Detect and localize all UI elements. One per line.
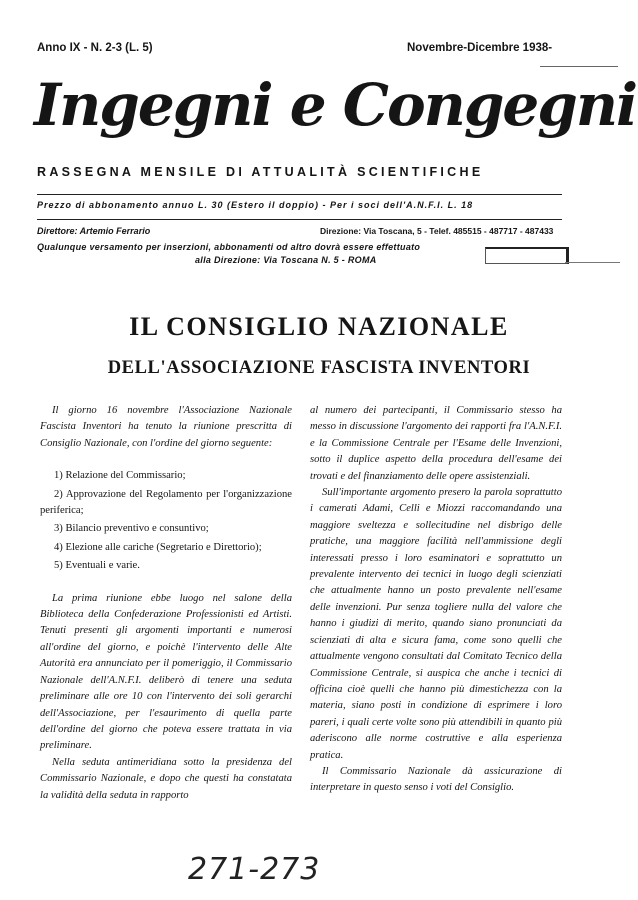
agenda-item: 4) Elezione alle cariche (Segretario e Direttorio); [54,541,262,553]
closing-paragraph: Il Commissario Nazionale dà assicurazione di interpretare in questo senso i voti del Consiglio. [310,765,562,794]
issue-number: Anno IX - N. 2-3 (L. 5) [37,42,153,54]
issue-date: Novembre-Dicembre 1938- [407,42,553,54]
article-column-left [40,403,292,804]
payment-notice-line1: Qualunque versamento per inserzioni, abbonamenti od altro dovrà essere effettuato [37,242,421,252]
intro-paragraph: Il giorno 16 novembre l'Associazione Nazionale Fascista Inventori ha tenuto la riunione prescritta di Consiglio Nazionale, con l'ordine del giorno seguente: [40,405,292,449]
subscription-price: Prezzo di abbonamento annuo L. 30 (Estero il doppio) - Per i soci dell'A.N.F.I. L. 18 [37,200,474,210]
payment-notice-line2: alla Direzione: Via Toscana N. 5 - ROMA [195,255,377,265]
article-heading: IL CONSIGLIO NAZIONALE [129,312,509,341]
handwritten-page-note: 271-273 [188,852,321,887]
agenda-item: 1) Relazione del Commissario; [54,470,186,482]
article-subheading: DELL'ASSOCIAZIONE FASCISTA INVENTORI [107,358,531,378]
article-column-right [310,403,562,797]
agenda-item: 2) Approvazione del Regolamento per l'organizzazione periferica; [40,488,292,517]
discussion-paragraph: Sull'importante argomento presero la parola soprattutto i camerati Adami, Celli e Miozzi raccomandando una maggiore sveltezza e sollecitudine nel disbrigo delle pratiche, una maggiore facilità nell'ammissione degli interessati presso i loro esaminatori e soprattutto un prevalente intervento dei tecnici in luogo degli scienziati che attualmente hanno un posto prevalente nell'esame delle invenzioni. Pur senza togliere nulla del valore che hanno i giudizi di merito, quando siano pronunciati da scienziati di alta e sicura fama, come sono quelli che attualmente vengono consultati dal Comitato Tecnico della Commissione Centrale, si auspica che anche i tecnici di officina cioè quelli che hanno più dimestichezza con la materia, siano posti in condizione di esprimere i loro pareri, i quali certe volte sono più attendibili in quanto più aderiscono alle norme costruttive e alla esperienza pratica. [310,487,562,761]
office-address: Direzione: Via Toscana, 5 - Telef. 485515 - 487717 - 487433 [320,226,554,236]
morning-session-paragraph: Nella seduta antimeridiana sotto la presidenza del Commissario Nazionale, e dopo che questi ha constatata la validità della seduta in rapporto [40,756,292,801]
masthead-title: Ingegni e Congegni [34,71,637,139]
first-meeting-paragraph: La prima riunione ebbe luogo nel salone della Biblioteca della Confederazione Professionisti ed Artisti. Tenuti presenti gli argomenti importanti e numerosi all'ordine del giorno, e poichè l'intervento delle Alte Autorità era annunciato per il pomeriggio, il Commissario Nazionale dell'A.N.F.I. deliberò di tenere una seduta preliminare alle ore 10 con l'intervento dei soli gerarchi dell'Associazione, per l'esaurimento di quella parte dell'ordine del giorno che poteva essere trattata in via preliminare. [40,592,292,752]
stamp-mark [485,247,569,264]
header-rule-bottom [37,219,562,220]
agenda-item: 5) Eventuali e varie. [54,560,140,572]
agenda-item: 3) Bilancio preventivo e consuntivo; [54,523,209,535]
date-underline [540,66,618,67]
commission-paragraph: al numero dei partecipanti, il Commissario stesso ha messo in discussione l'argomento dei rapporti fra l'A.N.F.I. e la Commissione Centrale per l'Esame delle Invenzioni, sotto il duplice aspetto della procedura dell'esame dei trovati e del finanziamento delle opere assistenziali. [310,405,562,482]
masthead-subtitle: RASSEGNA MENSILE DI ATTUALITÀ SCIENTIFICHE [37,165,484,179]
director-line: Direttore: Artemio Ferrario [37,226,151,236]
header-rule-top [37,194,562,195]
stamp-line [565,262,620,263]
